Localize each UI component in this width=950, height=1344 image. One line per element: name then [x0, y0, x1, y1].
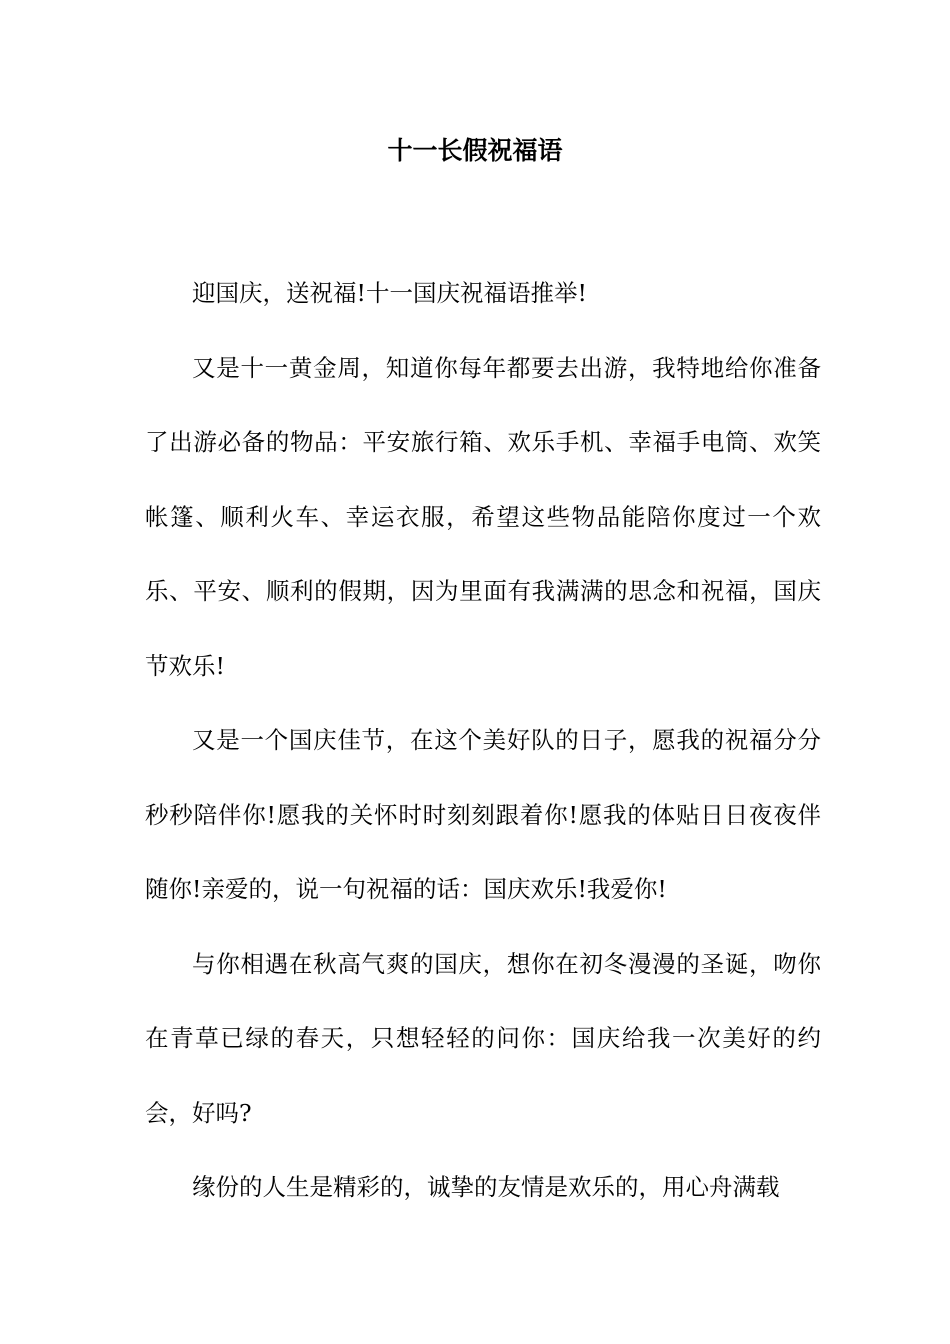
- paragraph-1: 迎国庆，送祝福!十一国庆祝福语推举!: [192, 279, 587, 307]
- paragraph-2: 又是十一黄金周，知道你每年都要去出游，我特地给你准备了出游必备的物品：平安旅行箱、欢乐手机、幸福手电筒、欢笑帐篷、顺利火车、幸运衣服，希望这些物品能陪你度过一个欢乐、平安、顺利的假期，因为里面有我满满的思念和祝福，国庆节欢乐!: [145, 353, 821, 680]
- paragraph-3: 又是一个国庆佳节，在这个美好队的日子，愿我的祝福分分秒秒陪伴你!愿我的关怀时时刻刻跟着你!愿我的体贴日日夜夜伴随你!亲爱的，说一句祝福的话：国庆欢乐!我爱你!: [145, 726, 821, 903]
- document-title: 十一长假祝福语: [387, 136, 563, 165]
- document-body: [145, 256, 821, 1225]
- paragraph-5: 缘份的人生是精彩的，诚挚的友情是欢乐的，用心舟满载: [192, 1173, 780, 1201]
- paragraph-4: 与你相遇在秋高气爽的国庆，想你在初冬漫漫的圣诞，吻你在青草已绿的春天，只想轻轻的问你：国庆给我一次美好的约会，好吗?: [145, 949, 821, 1127]
